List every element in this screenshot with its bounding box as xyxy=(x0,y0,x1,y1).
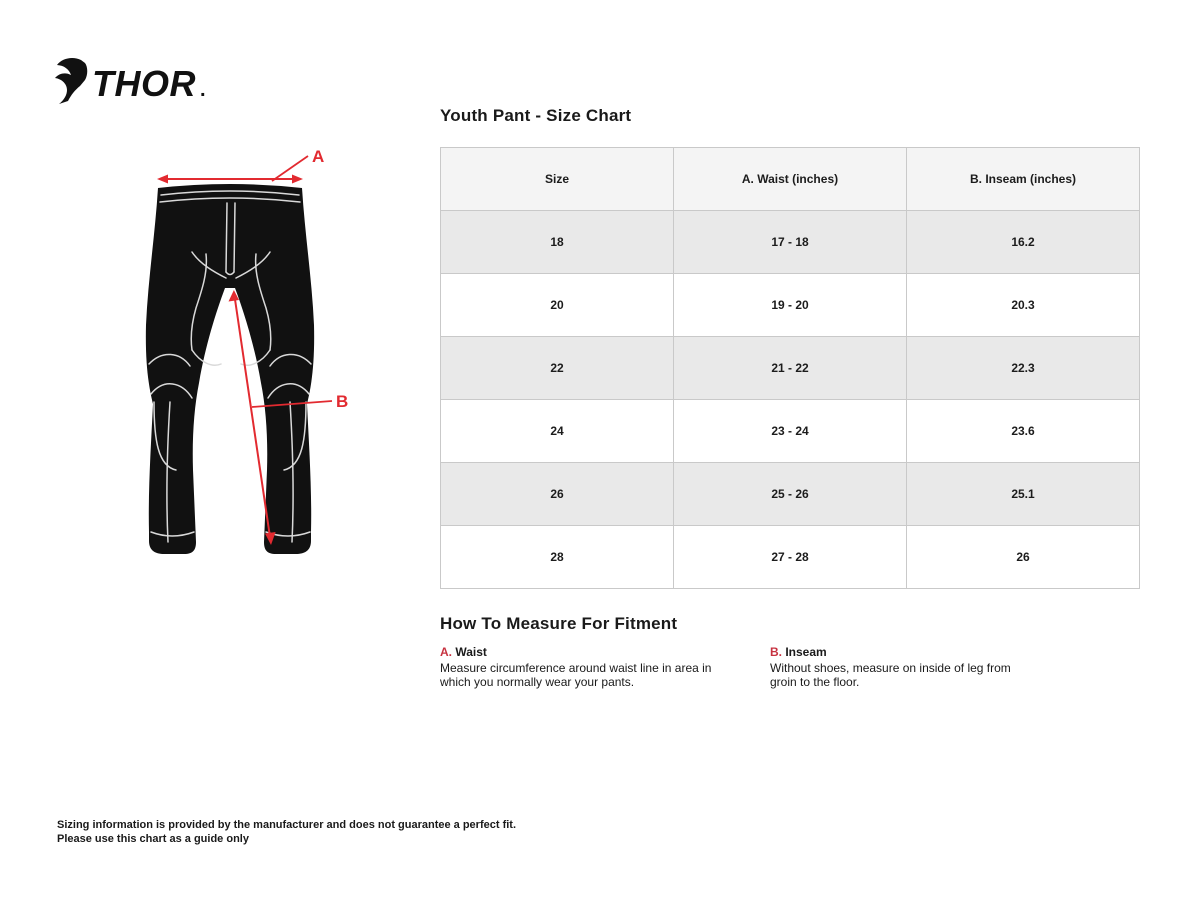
logo-mark: . xyxy=(200,79,206,101)
waist-cell: 17 - 18 xyxy=(674,211,907,274)
table-row xyxy=(441,400,1140,463)
waist-cell: 23 - 24 xyxy=(674,400,907,463)
inseam-cell: 26 xyxy=(907,526,1140,589)
table-row xyxy=(441,211,1140,274)
size-cell: 26 xyxy=(441,463,674,526)
column-header-size: Size xyxy=(441,148,674,211)
measure-description-waist: Measure circumference around waist line in area in which you normally wear your pants. xyxy=(440,661,712,690)
table-row xyxy=(441,274,1140,337)
goat-icon xyxy=(55,58,87,104)
size-cell: 28 xyxy=(441,526,674,589)
table-row xyxy=(441,526,1140,589)
measure-letter-a: A. xyxy=(440,645,452,659)
inseam-cell: 23.6 xyxy=(907,400,1140,463)
waist-cell: 25 - 26 xyxy=(674,463,907,526)
disclaimer-line-1: Sizing information is provided by the manufacturer and does not guarantee a perfect fit. xyxy=(57,819,517,831)
table-row xyxy=(441,337,1140,400)
waist-cell: 19 - 20 xyxy=(674,274,907,337)
inseam-label-b: B xyxy=(336,392,349,411)
waist-cell: 21 - 22 xyxy=(674,337,907,400)
waist-measurement-arrow xyxy=(157,156,308,184)
measure-letter-b: B. xyxy=(770,645,782,659)
logo-text: THOR xyxy=(92,63,196,104)
measure-description-inseam: Without shoes, measure on inside of leg from groin to the floor. xyxy=(770,661,1011,690)
table-header-row xyxy=(441,148,1140,211)
waist-label-a: A xyxy=(312,147,325,166)
inseam-cell: 22.3 xyxy=(907,337,1140,400)
measure-item-waist xyxy=(440,645,770,690)
how-to-measure-section xyxy=(440,614,1140,690)
thor-logo-graphic xyxy=(54,54,214,110)
pants-measurement-diagram xyxy=(120,140,380,580)
size-chart-table xyxy=(440,147,1140,589)
size-cell: 20 xyxy=(441,274,674,337)
waist-cell: 27 - 28 xyxy=(674,526,907,589)
how-to-measure-title: How To Measure For Fitment xyxy=(440,614,678,633)
column-header-inseam: B. Inseam (inches) xyxy=(907,148,1140,211)
size-chart-table-wrapper xyxy=(440,147,1140,589)
size-cell: 22 xyxy=(441,337,674,400)
measure-item-label xyxy=(440,645,770,659)
size-cell: 24 xyxy=(441,400,674,463)
inseam-cell: 16.2 xyxy=(907,211,1140,274)
measure-item-inseam xyxy=(770,645,1050,690)
measure-name-waist: Waist xyxy=(455,645,487,659)
disclaimer-line-2: Please use this chart as a guide only xyxy=(57,833,249,846)
pants-illustration xyxy=(120,140,380,580)
measure-item-label xyxy=(770,645,1050,659)
size-cell: 18 xyxy=(441,211,674,274)
sizing-disclaimer xyxy=(57,818,516,847)
inseam-cell: 25.1 xyxy=(907,463,1140,526)
thor-logo xyxy=(54,54,214,110)
size-chart-title: Youth Pant - Size Chart xyxy=(440,106,632,125)
column-header-waist: A. Waist (inches) xyxy=(674,148,907,211)
measure-name-inseam: Inseam xyxy=(785,645,827,659)
inseam-cell: 20.3 xyxy=(907,274,1140,337)
pants-silhouette xyxy=(146,184,314,554)
table-row xyxy=(441,463,1140,526)
